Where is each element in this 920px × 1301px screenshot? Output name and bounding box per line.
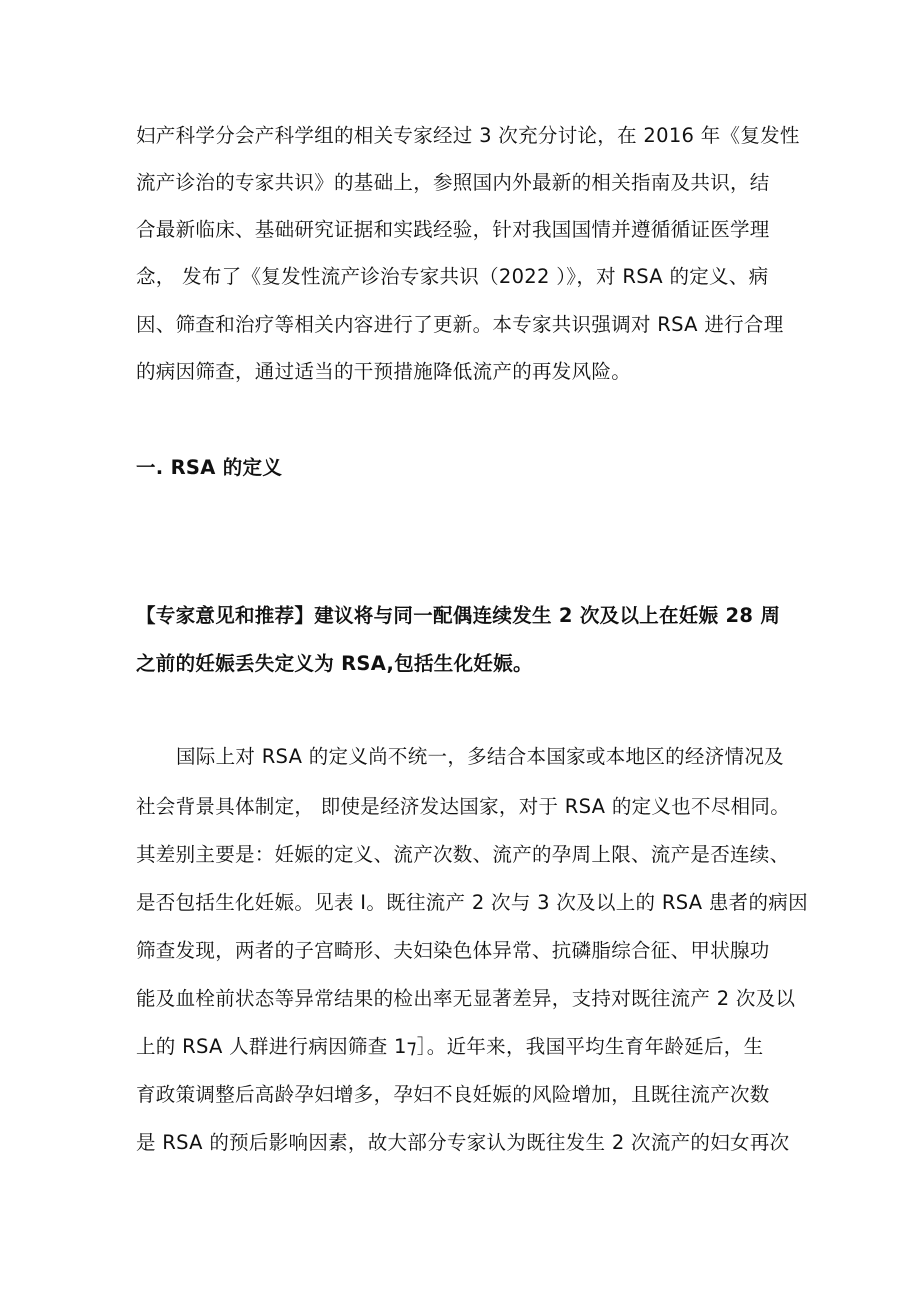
body-line-4: 是否包括生化妊娠。见表 I。既往流产 2 次与 3 次及以上的 RSA 患者的病因 — [136, 891, 808, 914]
intro-line-2: 流产诊治的专家共识》的基础上，参照国内外最新的相关指南及共识，结 — [136, 171, 770, 194]
body-line-7: 上的 RSA 人群进行病因筛查 1⁊］。近年来，我国平均生育年龄延后，生 — [136, 1035, 764, 1058]
intro-line-1: 妇产科学分会产科学组的相关专家经过 3 次充分讨论，在 2016 年《复发性 — [136, 124, 800, 147]
intro-line-6: 的病因筛查，通过适当的干预措施降低流产的再发风险。 — [136, 360, 632, 383]
body-line-5: 筛查发现，两者的子宫畸形、夫妇染色体异常、抗磷脂综合征、甲状腺功 — [136, 939, 770, 962]
body-line-9: 是 RSA 的预后影响因素，故大部分专家认为既往发生 2 次流产的妇女再次 — [136, 1131, 790, 1154]
intro-line-5: 因、筛查和治疗等相关内容进行了更新。本专家共识强调对 RSA 进行合理 — [136, 313, 784, 336]
intro-line-3: 合最新临床、基础研究证据和实践经验，针对我国国情并遵循循证医学理 — [136, 218, 770, 241]
body-line-1: 国际上对 RSA 的定义尚不统一，多结合本国家或本地区的经济情况及 — [176, 745, 784, 768]
intro-line-4: 念， 发布了《复发性流产诊治专家共识（2022 ）》，对 RSA 的定义、病 — [136, 265, 769, 288]
body-line-6: 能及血栓前状态等异常结果的检出率无显著差异，支持对既往流产 2 次及以 — [136, 987, 796, 1010]
recommendation-line-1: 【专家意见和推荐】建议将与同一配偶连续发生 2 次及以上在妊娠 28 周 — [136, 604, 781, 627]
recommendation-line-2: 之前的妊娠丢失定义为 RSA,包括生化妊娠。 — [136, 652, 533, 675]
body-line-2: 社会背景具体制定， 即使是经济发达国家，对于 RSA 的定义也不尽相同。 — [136, 795, 791, 818]
body-line-3: 其差别主要是：妊娠的定义、流产次数、流产的孕周上限、流产是否连续、 — [136, 843, 790, 866]
section-heading: 一. RSA 的定义 — [136, 456, 283, 479]
body-line-8: 育政策调整后高龄孕妇增多，孕妇不良妊娠的风险增加，且既往流产次数 — [136, 1083, 770, 1106]
